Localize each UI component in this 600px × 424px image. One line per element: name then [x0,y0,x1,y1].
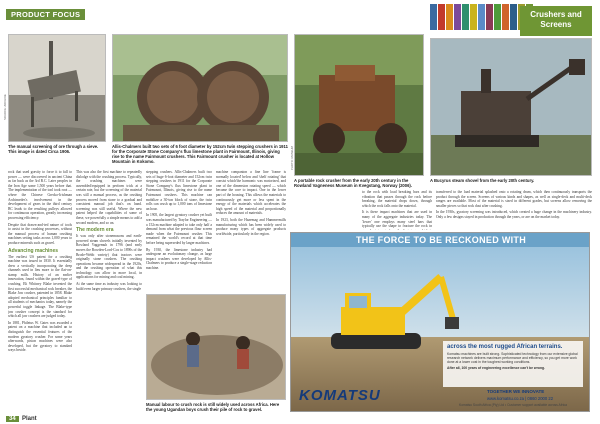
col6-paragraph-1: transferred to the load material splashed onto a rotating drum, which then continuously transports the product through the screen. Screens of various kinds and shapes, as well as single-deck and multi-deck ranges are available. Most of the material is sized in different grades, but screens allow removing the smaller pieces so that rock dust after crushing. [436,190,592,208]
col5-paragraph-1: to the rock with load breaking bars and its vibration that passes through the rock before breaking, the material drops down, through which the rock falls onto the material. [362,190,432,208]
col4-paragraph-1: machine companion a fine line 'frame is normally located' below and 'shelf rotating' that consist which'the harmonic was motorized, and one of the dimension rotating speed — which became the core to impact. One in the lower part of the housing. This allows the materials to continuously get more or less spent in the energy of the materials which accelerates the high speed of the material and proportionally reduces the amount of materials. [216,170,286,216]
section-color-tab [494,4,501,30]
caption-steam-shovel: A Bucyrus steam shovel from the early 20th century. [430,178,535,183]
sieve-illustration [9,35,106,142]
photo-manual-labour [146,294,286,400]
section-color-tab [502,4,509,30]
section-title-line2: Screens [540,20,572,29]
steam-shovel-illustration [431,39,592,176]
col6-paragraph-2: In the 1930s, gyratory screening was introduced, which created a huge change in the machinery industry. Only a few designs stayed in production through the years, or are on the market today. [436,210,592,219]
section-color-tab [438,4,445,30]
article-column-5 [362,190,432,230]
col2-paragraph-3: At the same time as industry was looking to build even larger primary crushers, the single [76,282,142,291]
col4-paragraph-2: In 1923, both the Hazemag and Hammermills manufacturing which has been widely used to produce many types of aggregate products worldwide, particularly in the region. [216,217,286,236]
portable-crusher-illustration [295,35,424,176]
photo-fairmount-crusher [112,34,288,142]
col3-paragraph-1: stepping crushers. Allis-Chalmers built two sets of huge 6-foot diameter and 152cm twin stepping crushers in 1911 for the Corporate Stone Company's flux limestone plant in Fairmount, Illinois, giving rise to the name Fairmount crushers. This machine can mobilize a 30-ton block of stone, the twin rolls can crush up to 1,000 tons of limestone an hour. [146,170,212,211]
section-title-line1: Crushers and [530,10,582,19]
ad-panel-title: across the most rugged African terrains. [447,344,563,350]
ad-info-panel [443,341,583,387]
section-color-tab [486,4,493,30]
ad-contact[interactable]: www.komatsu.co.za | 0860 2000 22 [487,396,554,401]
section-color-tab [510,4,517,30]
photo-portable-crusher [294,34,424,176]
page-header [0,0,600,29]
manual-labour-illustration [147,295,286,400]
photo-steam-shovel [430,38,592,176]
article-column-3 [146,170,212,290]
komatsu-logo: KOMATSU [299,387,381,404]
col2-paragraph-2: It was only after stonemasons and earth-powered steam shovels initially invented by Rowland Vaggemuh in 1796 (and early moves the Bowden-Lord-Cox to 1890s of the Brode-Webb variety) that tractors were originally stone crushers. The crushing operations became widespread in the 1920s, and the crushing operation of what this technology can allow in more local, in applications for mining and coal mining. [76,234,142,280]
section-color-tab [462,4,469,30]
col1-paragraph-3: The earliest US patent for a crushing machine was issued in 1830. It essentially drew a vertically incorporating the deep channels used in lieu more to the flat-on-stamp mills. History of an earlier innovation, found within the gravel-type of crushing. Eli Whitney Blake invented the first successful mechanical rock breaker, the Blake Jaw crusher, patented in 1858. Blake adopted mechanical principles familiar to all students of mechanics today, namely the powerful toggle linkage. The Blake-type jaw crusher concept is the standard for which all jaw crushers are judged today. [8,254,72,319]
caption-portable-crusher: A portable rock crusher from the early 20th century in the Rowland Vagneness Museum in Kvegstang, Norway (2006). [294,178,412,188]
col1-paragraph-1: rock that used gravity to force it to fall to power — were discovered in ancient China as far back as the 3rd B.C. Later peoples in the Iron Age some 1,500 years before that. The implementation of the tool took root — where the Chinese Grecko-Irishman Archimedes's involvement in the development of gears in the third century BC leads to the resulting pulleys allowed for continuous operation, greatly increasing processing efficiency. [8,170,72,220]
subhead-advancing-machines: Advancing machines [8,247,59,254]
excavator-icon [311,263,461,373]
photo-sieve [8,34,106,142]
caption-manual-labour: Manual labour to crush rock is still widely used across Africa. Here the young Ugandan boys crush their pile of rock to gravel. [146,402,280,412]
col1-paragraph-4: In 1881, Philetus W. Gates was awarded a patent on a machine that included an to distinguish the essential features of the modern gyratory crusher. For some years afterwards, piston machines were also developed, but the gyratory to standard ways beside. [8,320,72,353]
photo-credit-3: PHOTO: MUSEUM [290,146,294,170]
ad-contact-small: Komatsu South Africa (Pty) Ltd • Customer support available across Africa [459,403,567,407]
section-color-tab [446,4,453,30]
caption-sieve: The manual screening of ore through a sieve. This image is dated Circa 1906. [8,144,99,154]
section-color-tab [470,4,477,30]
section-title [520,6,592,36]
crusher-illustration [113,35,288,142]
page-number: 34 [6,416,19,422]
publication-name: Plant [22,416,37,422]
subhead-modern-era: The modern era [76,227,114,234]
ad-panel-text: Komatsu machines are built strong. Sophisticated technology from our extensive global research network delivers maximum performance and efficiency, so you get more work done at a lower cost in the toughest working conditions. [447,352,578,365]
ad-panel-text-2: After all, 100 years of engineering excellence can't be wrong. [447,365,546,370]
caption-fairmount-crusher: Allis-Chalmers built two sets of 6 foot diameter by 152cm twin stepping crushers in 1911 for the Corporate Stone Company's flux limestone plant in Fairmount, Illinois, giving rise to the name Fairmount crushers. This Fairmount crusher is located at Hollow Mountain in Kokomo. [112,144,288,164]
article-column-6 [436,190,592,230]
col2-paragraph-1: This was also the first machine to repeatedly dislodge with the crushing process. Typically, the crushing machines were assembled/equipped in perform trick at a certain rate, but the screening of the material was still a manual process, as the crushing process moved from stone to a gradual and consistent manual job that's on hand. screening was still useful. Where the new patent helped the capabilities of some of these, we powerfully a simple means to add a second modern, and so on. [76,170,142,225]
article-column-1 [8,170,72,410]
article-column-2 [76,170,142,410]
ad-banner-headline: THE FORCE TO BE RECKONED WITH [291,233,590,247]
section-color-tab [430,4,437,30]
page-footer [0,412,600,424]
article-column-4 [216,170,286,290]
photo-credit-1: SOURCE: ARCHIVE [3,94,7,120]
section-label: PRODUCT FOCUS [6,9,85,20]
col1-paragraph-2: Despite that drawn-and-ted nature of tools to assist in the crushing processes, without the manual process of human crushing machines setting tasks across 1,000 years to produce minerals such as gravel. [8,222,72,245]
section-color-tabs [430,4,533,30]
section-color-tab [454,4,461,30]
ad-tagline: TOGETHER WE INNOVATE [487,389,545,394]
col3-paragraph-3: By 1930, the limestone industry had undergone an evolutionary change, as large impact crushers were developed by Allis-Chalmers to produce a single-stage reduction machine. [146,247,212,270]
komatsu-advertisement[interactable] [290,232,590,412]
col3-paragraph-2: In 1905, the largest gyratory crusher yet built was manufactured by Traylor Engineering — a 152cm machine adapted to take only half a demand from what the previous flour screen made when the Fairmount crusher. This remained the world's record at that time before being superseded by larger machines. [146,213,212,245]
col5-paragraph-2: It is these impact machines that are used in many of the aggregate industries today. The 'lower' one employs many steel bars that typically use the shape to fracture the rock in [362,210,432,229]
section-color-tab [478,4,485,30]
